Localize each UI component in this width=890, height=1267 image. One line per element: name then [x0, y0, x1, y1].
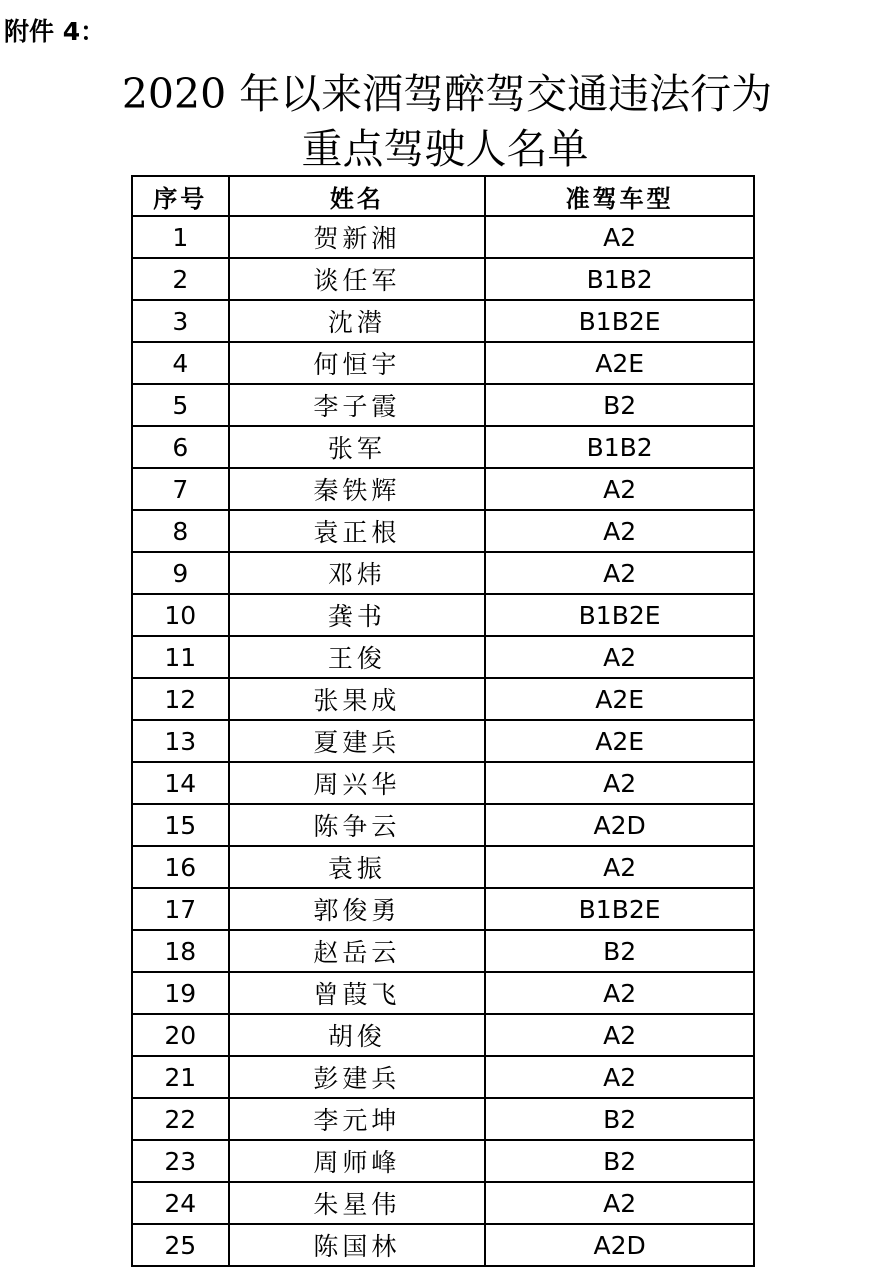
cell-serial-number: 17	[132, 888, 229, 930]
table-row	[132, 930, 754, 972]
cell-driver-name: 秦铁辉	[229, 468, 486, 510]
cell-serial-number: 18	[132, 930, 229, 972]
table-row	[132, 972, 754, 1014]
table-row	[132, 1140, 754, 1182]
table-row	[132, 258, 754, 300]
table-row	[132, 216, 754, 258]
cell-serial-number: 7	[132, 468, 229, 510]
cell-license-class: A2E	[485, 720, 754, 762]
cell-driver-name: 郭俊勇	[229, 888, 486, 930]
cell-serial-number: 11	[132, 636, 229, 678]
cell-serial-number: 22	[132, 1098, 229, 1140]
cell-driver-name: 张军	[229, 426, 486, 468]
header-name: 姓名	[229, 176, 486, 216]
cell-serial-number: 9	[132, 552, 229, 594]
cell-driver-name: 何恒宇	[229, 342, 486, 384]
cell-serial-number: 2	[132, 258, 229, 300]
table-row	[132, 426, 754, 468]
attachment-label: 附件 4：	[4, 17, 106, 46]
table-row	[132, 342, 754, 384]
table-row	[132, 510, 754, 552]
cell-serial-number: 21	[132, 1056, 229, 1098]
cell-driver-name: 陈国林	[229, 1224, 486, 1266]
table-row	[132, 636, 754, 678]
table-row	[132, 804, 754, 846]
cell-license-class: A2	[485, 1182, 754, 1224]
cell-license-class: B1B2E	[485, 300, 754, 342]
cell-serial-number: 10	[132, 594, 229, 636]
cell-license-class: B2	[485, 1140, 754, 1182]
cell-license-class: A2	[485, 1056, 754, 1098]
cell-driver-name: 沈潜	[229, 300, 486, 342]
cell-driver-name: 龚书	[229, 594, 486, 636]
cell-serial-number: 20	[132, 1014, 229, 1056]
table-row	[132, 1098, 754, 1140]
cell-license-class: A2	[485, 216, 754, 258]
cell-serial-number: 12	[132, 678, 229, 720]
cell-license-class: B2	[485, 1098, 754, 1140]
table-row	[132, 720, 754, 762]
table-header	[132, 176, 754, 216]
cell-license-class: B1B2E	[485, 888, 754, 930]
cell-driver-name: 贺新湘	[229, 216, 486, 258]
cell-driver-name: 李元坤	[229, 1098, 486, 1140]
cell-driver-name: 袁正根	[229, 510, 486, 552]
cell-driver-name: 朱星伟	[229, 1182, 486, 1224]
table-header-row	[132, 176, 754, 216]
cell-license-class: A2	[485, 762, 754, 804]
table-row	[132, 762, 754, 804]
cell-license-class: A2	[485, 636, 754, 678]
table-row	[132, 594, 754, 636]
cell-serial-number: 1	[132, 216, 229, 258]
cell-driver-name: 彭建兵	[229, 1056, 486, 1098]
cell-license-class: A2E	[485, 342, 754, 384]
cell-driver-name: 周师峰	[229, 1140, 486, 1182]
cell-license-class: A2	[485, 972, 754, 1014]
cell-license-class: B2	[485, 930, 754, 972]
cell-serial-number: 5	[132, 384, 229, 426]
table-row	[132, 300, 754, 342]
cell-license-class: A2E	[485, 678, 754, 720]
table-row	[132, 384, 754, 426]
cell-driver-name: 胡俊	[229, 1014, 486, 1056]
cell-serial-number: 6	[132, 426, 229, 468]
cell-serial-number: 4	[132, 342, 229, 384]
cell-serial-number: 15	[132, 804, 229, 846]
cell-serial-number: 14	[132, 762, 229, 804]
document-title-line2: 重点驾驶人名单	[301, 125, 589, 173]
table-body	[132, 216, 754, 1266]
table-row	[132, 468, 754, 510]
table-row	[132, 1014, 754, 1056]
cell-serial-number: 16	[132, 846, 229, 888]
cell-driver-name: 夏建兵	[229, 720, 486, 762]
table-row	[132, 1182, 754, 1224]
cell-license-class: A2	[485, 846, 754, 888]
cell-license-class: A2	[485, 552, 754, 594]
table-row	[132, 1056, 754, 1098]
cell-driver-name: 曾葭飞	[229, 972, 486, 1014]
cell-license-class: B2	[485, 384, 754, 426]
header-license-class: 准驾车型	[485, 176, 754, 216]
cell-serial-number: 25	[132, 1224, 229, 1266]
cell-license-class: B1B2E	[485, 594, 754, 636]
table-row	[132, 552, 754, 594]
cell-driver-name: 邓炜	[229, 552, 486, 594]
cell-driver-name: 陈争云	[229, 804, 486, 846]
header-serial-number: 序号	[132, 176, 229, 216]
cell-serial-number: 23	[132, 1140, 229, 1182]
table-row	[132, 678, 754, 720]
driver-roster-table	[131, 175, 755, 1267]
cell-serial-number: 13	[132, 720, 229, 762]
cell-driver-name: 袁振	[229, 846, 486, 888]
cell-license-class: A2	[485, 468, 754, 510]
cell-license-class: A2	[485, 1014, 754, 1056]
cell-serial-number: 19	[132, 972, 229, 1014]
cell-driver-name: 赵岳云	[229, 930, 486, 972]
cell-serial-number: 8	[132, 510, 229, 552]
cell-serial-number: 24	[132, 1182, 229, 1224]
cell-driver-name: 谈任军	[229, 258, 486, 300]
cell-license-class: A2D	[485, 804, 754, 846]
cell-driver-name: 张果成	[229, 678, 486, 720]
table-row	[132, 888, 754, 930]
cell-license-class: B1B2	[485, 426, 754, 468]
cell-license-class: A2D	[485, 1224, 754, 1266]
cell-license-class: B1B2	[485, 258, 754, 300]
table-row	[132, 846, 754, 888]
document-title-line1: 2020 年以来酒驾醉驾交通违法行为	[121, 70, 773, 118]
cell-license-class: A2	[485, 510, 754, 552]
cell-driver-name: 李子霞	[229, 384, 486, 426]
cell-serial-number: 3	[132, 300, 229, 342]
table-row	[132, 1224, 754, 1266]
cell-driver-name: 周兴华	[229, 762, 486, 804]
cell-driver-name: 王俊	[229, 636, 486, 678]
